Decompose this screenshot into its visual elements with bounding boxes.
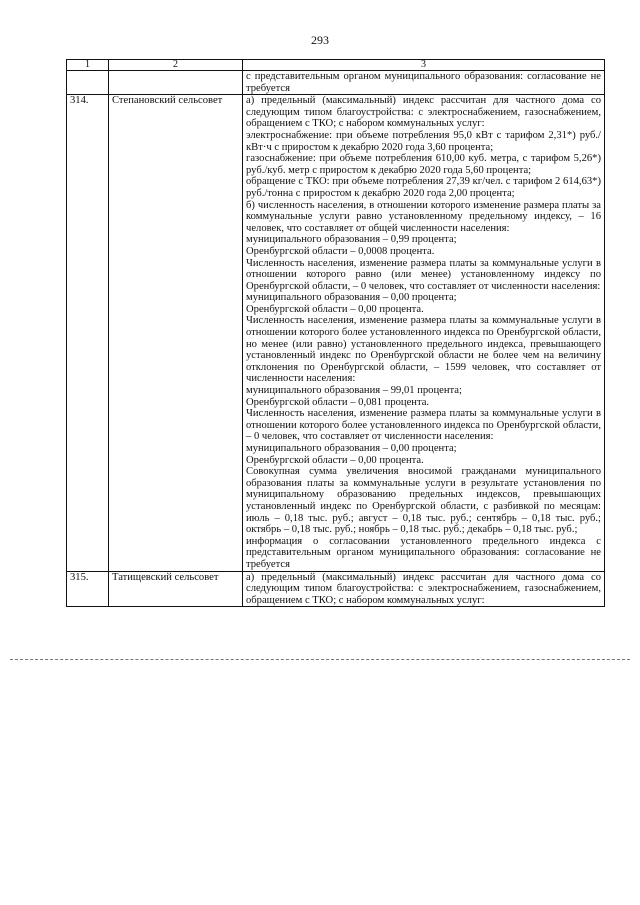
table-header-row	[67, 60, 605, 71]
paragraph: газоснабжение: при объеме потребления 610,00 куб. метра, с тарифом 5,26*) руб./куб. метр с приростом к декабрю 2020 года 5,60 процента;	[246, 153, 601, 176]
paragraph: муниципального образования – 0,99 процента;	[246, 234, 457, 246]
page-number: 293	[311, 33, 329, 47]
header-col-2: 2	[109, 60, 243, 71]
paragraph: с представительным органом муниципального образования: согласование не требуется	[246, 71, 601, 94]
paragraph: Совокупная сумма увеличения вносимой гражданами муниципального образования платы за коммунальные услуги в результате установления по муниципальному образованию предельных индексов, превышающих установленный индекс по Оренбургской области, с разбивкой по месяцам: июль – 0,18 тыс. руб.; август – 0,18 тыс. руб.; сентябрь – 0,18 тыс. руб.; октябрь – 0,18 тыс. руб.; ноябрь – 0,18 тыс. руб.; декабрь – 0,18 тыс. руб.;	[246, 466, 601, 536]
continuation-text	[243, 71, 605, 95]
settlement-name: Степановский сельсовет	[109, 95, 243, 571]
paragraph: Оренбургской области – 0,0008 процента.	[246, 245, 435, 257]
paragraph: Оренбургской области – 0,00 процента.	[246, 303, 424, 315]
paragraph: электроснабжение: при объеме потребления 95,0 кВт с тарифом 2,31*) руб./кВт·ч с приростом к декабрю 2020 года 3,60 процента;	[246, 129, 601, 153]
continuation-row	[67, 71, 605, 95]
table-row	[67, 95, 605, 571]
header-col-3: 3	[243, 60, 605, 71]
paragraph: б) численность населения, в отношении которого изменение размера платы за коммунальные услуги равно установленному предельному индексу, – 16 человек, что составляет от общей численности населения:	[246, 199, 601, 234]
row-content	[243, 571, 605, 607]
paragraph: а) предельный (максимальный) индекс рассчитан для частного дома со следующим типом благоустройства: с электроснабжением, газоснабжением, обращением с ТКО; с набором коммунальных услуг:	[246, 95, 601, 130]
scan-artifact-line	[10, 659, 630, 660]
paragraph: Оренбургской области – 0,081 процента.	[246, 396, 430, 408]
row-content	[243, 95, 605, 571]
paragraph: информация о согласовании установленного предельного индекса с представительным органом муниципального образования: согласование не требуется	[246, 535, 601, 570]
paragraph: Численность населения, изменение размера платы за коммунальные услуги в отношении которого равно (или менее) установленному индексу по Оренбургской области, – 0 человек, что составляет от численности населения:	[246, 257, 601, 292]
document-table	[66, 59, 605, 607]
paragraph: муниципального образования – 0,00 процента;	[246, 443, 457, 454]
paragraph: обращение с ТКО: при объеме потребления 27,39 кг/чел. с тарифом 2 614,63*) руб./тонна с приростом к декабрю 2020 года 2,00 процента;	[246, 176, 601, 199]
paragraph: а) предельный (максимальный) индекс рассчитан для частного дома со следующим типом благоустройства: с электроснабжением, газоснабжением, обращением с ТКО; с набором коммунальных услуг:	[246, 571, 601, 606]
row-number: 315.	[67, 571, 109, 607]
row-number: 314.	[67, 95, 109, 571]
header-col-1: 1	[67, 60, 109, 71]
paragraph: Оренбургской области – 0,00 процента.	[246, 454, 424, 466]
paragraph: муниципального образования – 0,00 процента;	[246, 292, 457, 304]
paragraph: Численность населения, изменение размера платы за коммунальные услуги в отношении которого более установленного индекса по Оренбургской области, но менее (или равно) установленного предельного индекса, превышающего установленный индекс по Оренбургской области не более чем на величину отклонения по Оренбургской области, – 1599 человек, что составляет от численности населения:	[246, 315, 601, 385]
paragraph: Численность населения, изменение размера платы за коммунальные услуги в отношении которого более установленного индекса по Оренбургской области, – 0 человек, что составляет от численности населения:	[246, 408, 601, 443]
settlement-name: Татищевский сельсовет	[109, 571, 243, 607]
paragraph: муниципального образования – 99,01 процента;	[246, 385, 462, 397]
table-row	[67, 571, 605, 607]
